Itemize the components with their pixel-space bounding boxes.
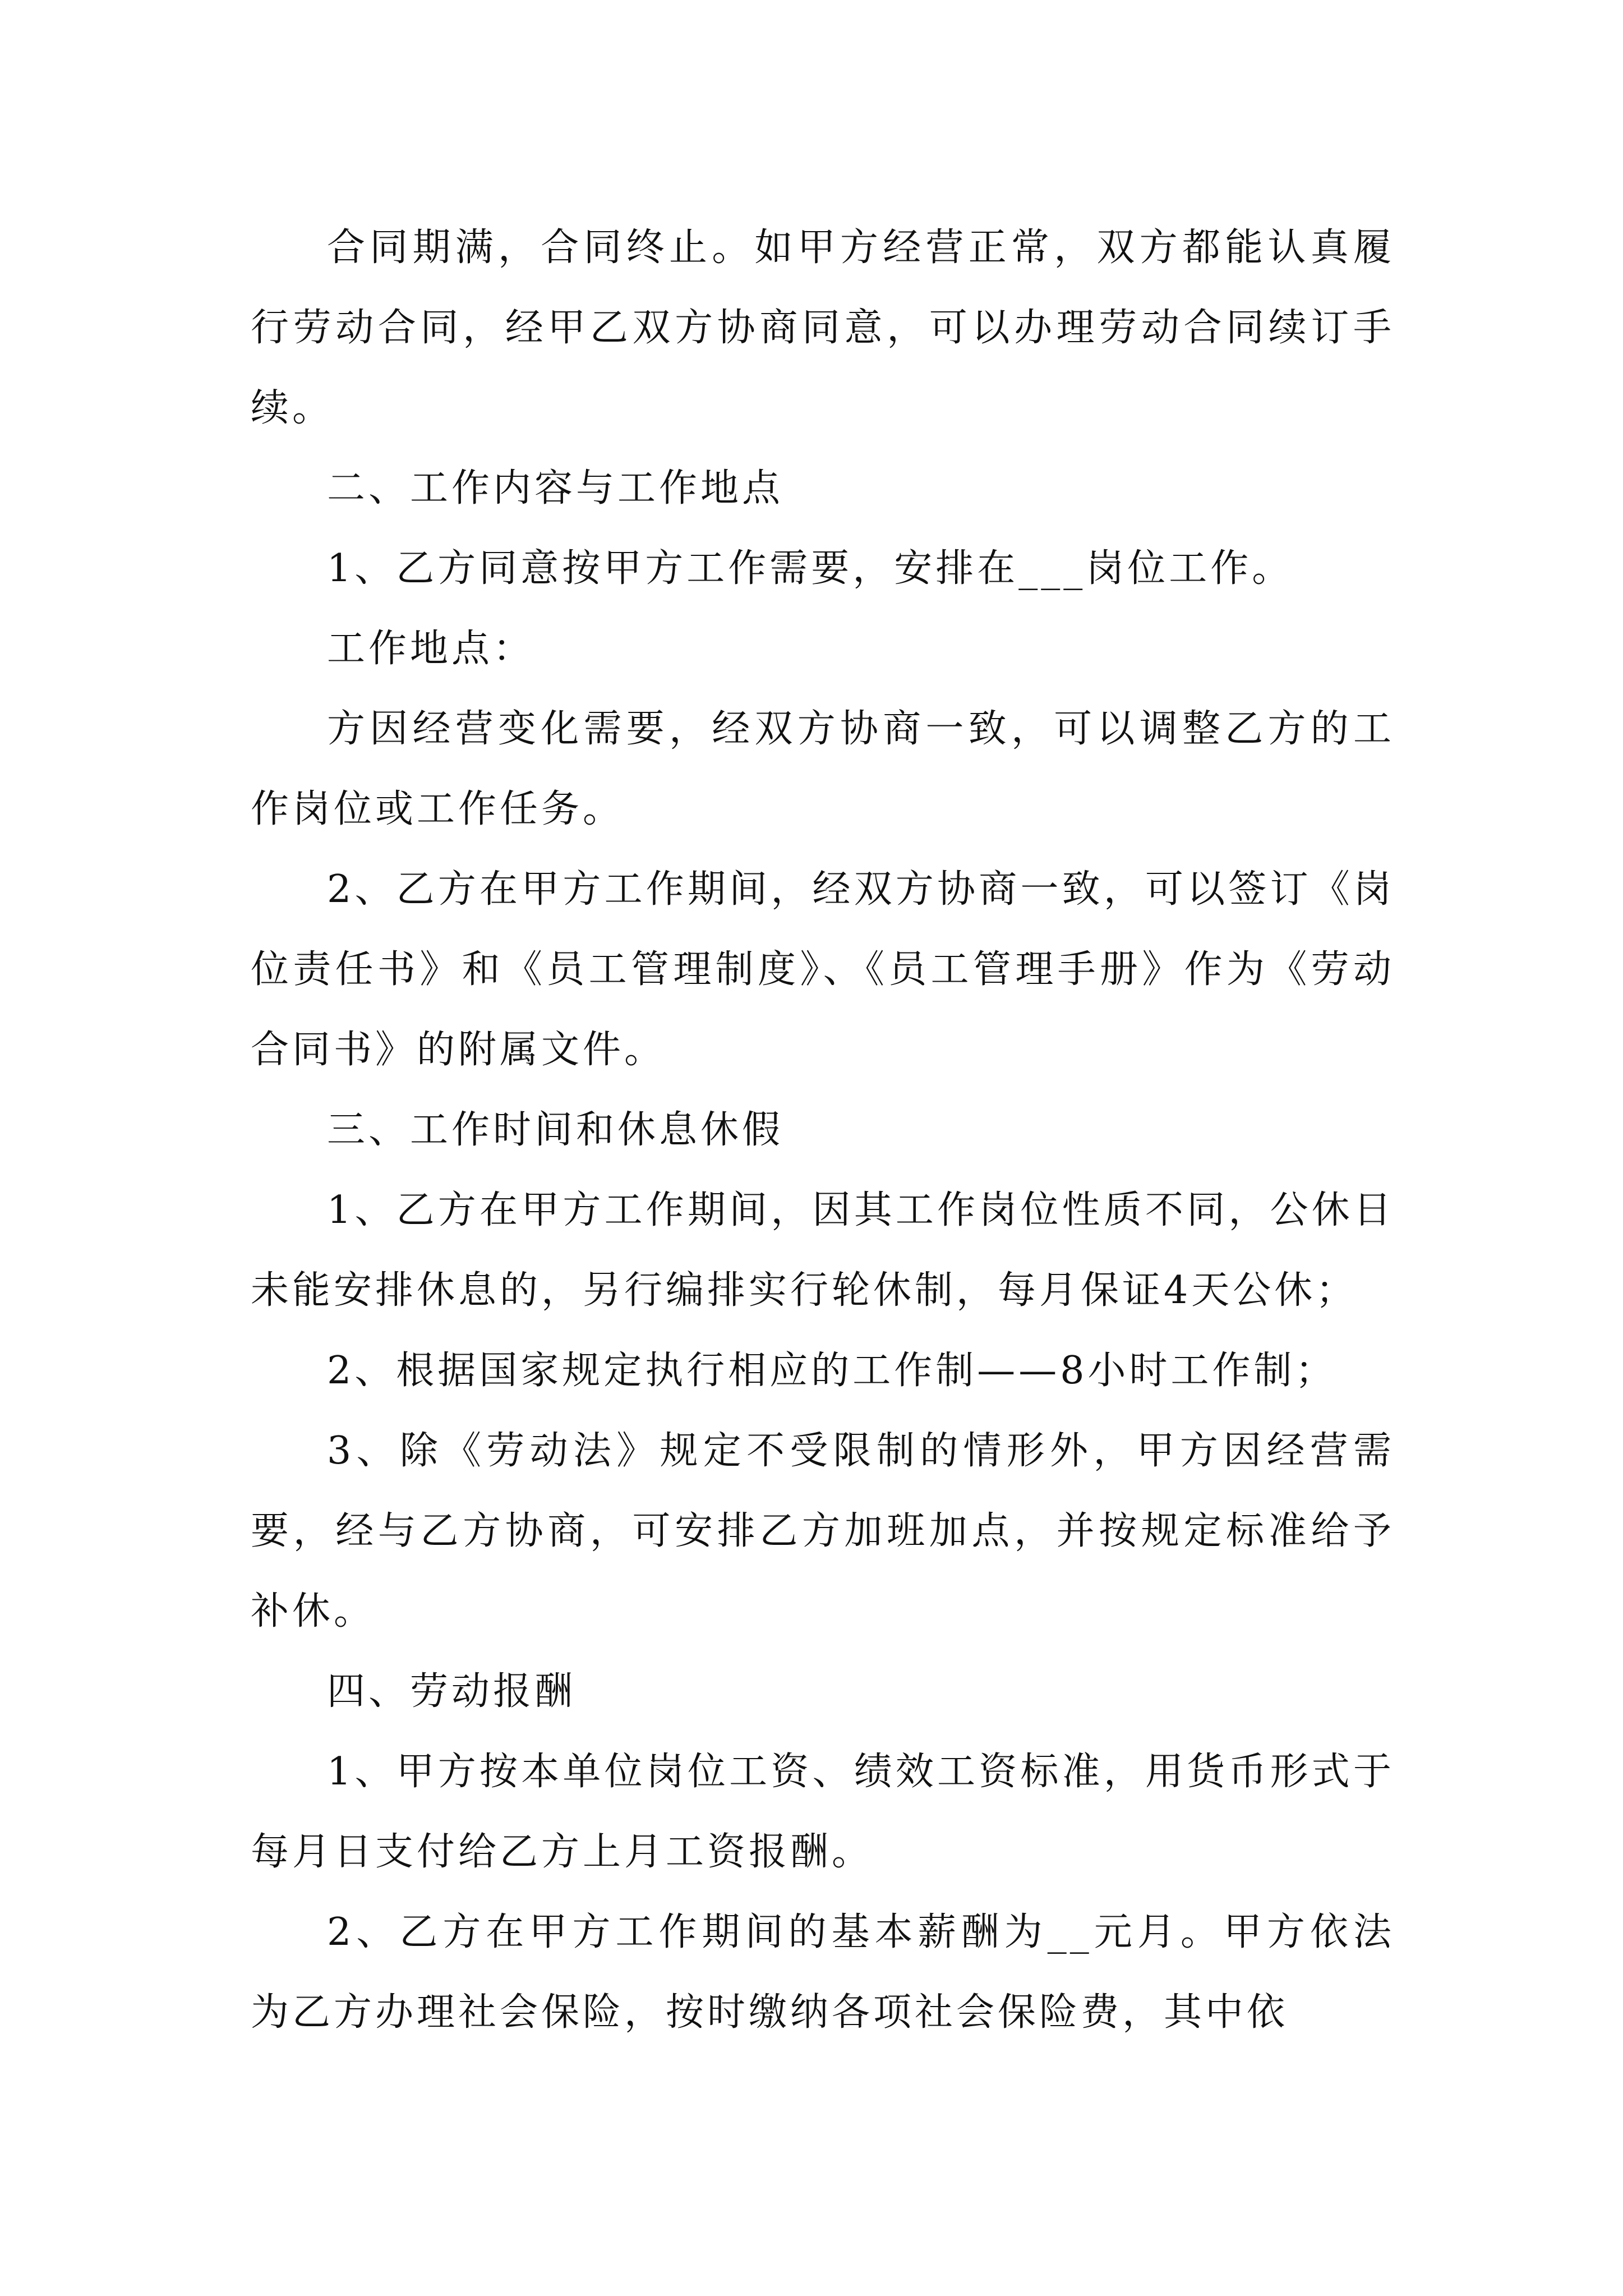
- paragraph-rest-days: 1、乙方在甲方工作期间，因其工作岗位性质不同，公休日未能安排休息的，另行编排实行轮休制，每月保证4天公休；: [251, 1188, 1395, 1313]
- paragraph-work-system: 2、根据国家规定执行相应的工作制——8小时工作制；: [327, 1349, 1337, 1393]
- paragraph-adjustment: 方因经营变化需要，经双方协商一致，可以调整乙方的工作岗位或工作任务。: [251, 707, 1395, 831]
- paragraph-base-salary: 2、乙方在甲方工作期间的基本薪酬为__元月。甲方依法为乙方办理社会保险，按时缴纳各项社会保险费，其中依: [251, 1910, 1395, 2035]
- paragraph-overtime: 3、除《劳动法》规定不受限制的情形外，甲方因经营需要，经与乙方协商，可安排乙方加班加点，并按规定标准给予补休。: [251, 1429, 1395, 1634]
- section-heading-work-content: 二、工作内容与工作地点: [327, 466, 784, 510]
- document-body: [251, 208, 1395, 2053]
- section-heading-working-hours: 三、工作时间和休息休假: [327, 1108, 784, 1152]
- section-heading-remuneration: 四、劳动报酬: [327, 1669, 577, 1714]
- paragraph-attached-documents: 2、乙方在甲方工作期间，经双方协商一致，可以签订《岗位责任书》和《员工管理制度》、《员工管理手册》作为《劳动合同书》的附属文件。: [251, 867, 1395, 1072]
- paragraph-contract-expiry: 合同期满，合同终止。如甲方经营正常，双方都能认真履行劳动合同，经甲乙双方协商同意，可以办理劳动合同续订手续。: [251, 226, 1395, 430]
- paragraph-salary-payment: 1、甲方按本单位岗位工资、绩效工资标准，用货币形式于每月日支付给乙方上月工资报酬。: [251, 1750, 1395, 1874]
- paragraph-work-location: 工作地点：: [327, 627, 535, 671]
- paragraph-position: 1、乙方同意按甲方工作需要，安排在___岗位工作。: [327, 546, 1294, 591]
